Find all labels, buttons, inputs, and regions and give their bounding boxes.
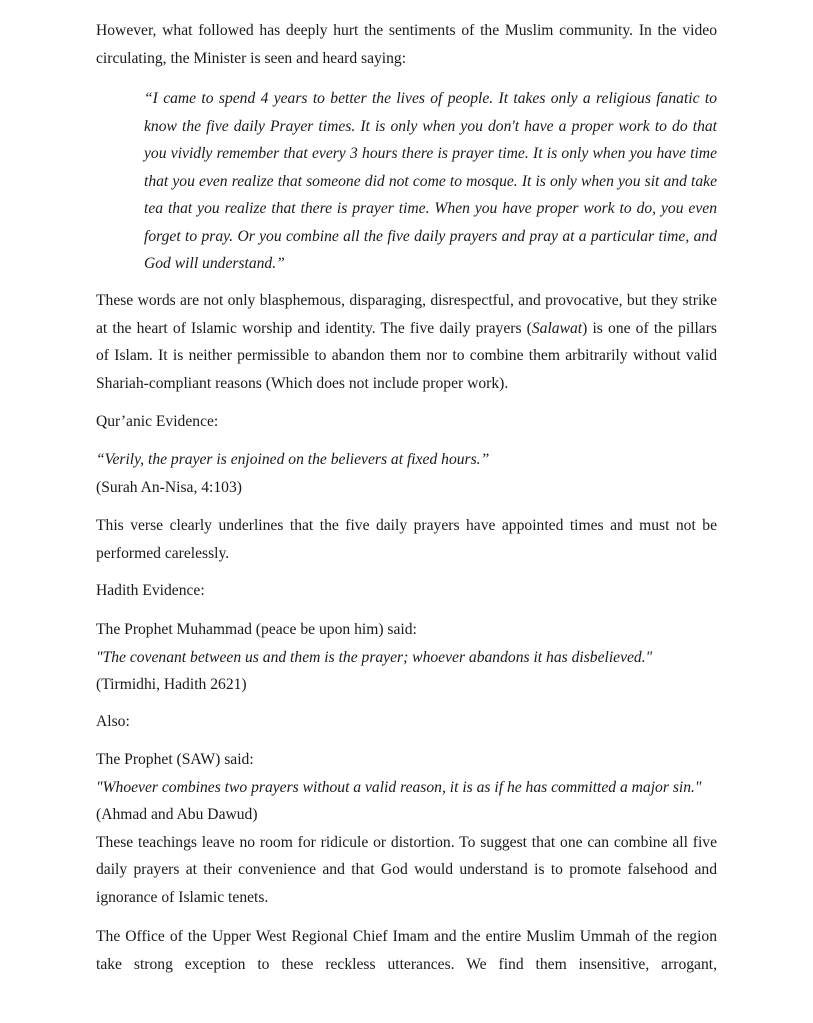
text-line: These words are not only blasphemous, disparaging, disrespectful, and provocative, but they strike xyxy=(96,292,717,309)
text-line: The Office of the Upper West Regional Chief Imam and the entire Muslim Ummah of the region xyxy=(96,928,717,945)
text-line: circulating, the Minister is seen and heard saying: xyxy=(96,49,407,67)
hadith-reference: (Tirmidhi, Hadith 2621) xyxy=(96,676,247,693)
quran-heading: Qur’anic Evidence: xyxy=(96,413,219,430)
hadith-quote: "The covenant between us and them is the prayer; whoever abandons it has disbelieved." xyxy=(96,648,653,666)
text-line: of Islam. It is neither permissible to abandon them nor to combine them arbitrarily without valid xyxy=(96,347,717,364)
hadith-heading: Hadith Evidence: xyxy=(96,582,205,599)
text-line: take strong exception to these reckless utterances. We find them insensitive, arrogant, xyxy=(96,955,717,973)
hadith-quote: "Whoever combines two prayers without a valid reason, it is as if he has committed a major sin." xyxy=(96,778,702,796)
quote-line: tea that you realize that there is prayer time. When you have proper work to do, you even xyxy=(144,200,717,217)
text-line: These teachings leave no room for ridicule or distortion. To suggest that one can combine all five xyxy=(96,833,717,851)
minister-quote xyxy=(144,85,717,278)
quote-line: that you even realize that someone did not come to mosque. It is only when you sit and take xyxy=(144,172,717,190)
text-line: ignorance of Islamic tenets. xyxy=(96,888,269,906)
text-line: Shariah-compliant reasons (Which does not include proper work). xyxy=(96,374,509,392)
quran-reference: (Surah An-Nisa, 4:103) xyxy=(96,478,242,496)
quote-line: God will understand.” xyxy=(144,255,285,272)
office-paragraph xyxy=(96,923,717,978)
hadith-block-1 xyxy=(96,616,717,699)
also-label: Also: xyxy=(96,713,130,730)
quran-verse: “Verily, the prayer is enjoined on the believers at fixed hours.” xyxy=(96,451,490,468)
salawat-term: Salawat xyxy=(531,319,583,337)
hadith-block-2 xyxy=(96,746,717,911)
text-line: at the heart of Islamic worship and identity. The five daily prayers (Salawat) is one of the pillars xyxy=(96,319,717,337)
quote-line: you vividly remember that every 3 hours there is prayer time. It is only when you have time xyxy=(144,145,717,162)
text-line: This verse clearly underlines that the five daily prayers have appointed times and must not be xyxy=(96,517,717,534)
text-line: performed carelessly. xyxy=(96,544,230,562)
hadith-intro: The Prophet (SAW) said: xyxy=(96,751,254,768)
quran-verse-block xyxy=(96,446,717,501)
blasphemous-paragraph xyxy=(96,287,717,397)
text-line: daily prayers at their convenience and that God would understand is to promote falsehood and xyxy=(96,861,717,878)
hadith-intro: The Prophet Muhammad (peace be upon him) said: xyxy=(96,621,417,638)
quran-comment xyxy=(96,512,717,567)
hadith-reference: (Ahmad and Abu Dawud) xyxy=(96,806,258,823)
quote-line: “I came to spend 4 years to better the lives of people. It takes only a religious fanatic to xyxy=(144,90,717,107)
quote-line: know the five daily Prayer times. It is only when you don't have a proper work to do that xyxy=(144,117,717,135)
intro-paragraph xyxy=(96,17,717,72)
quote-line: forget to pray. Or you combine all the five daily prayers and pray at a particular time, and xyxy=(144,227,717,245)
text-line: However, what followed has deeply hurt the sentiments of the Muslim community. In the video xyxy=(96,22,717,39)
